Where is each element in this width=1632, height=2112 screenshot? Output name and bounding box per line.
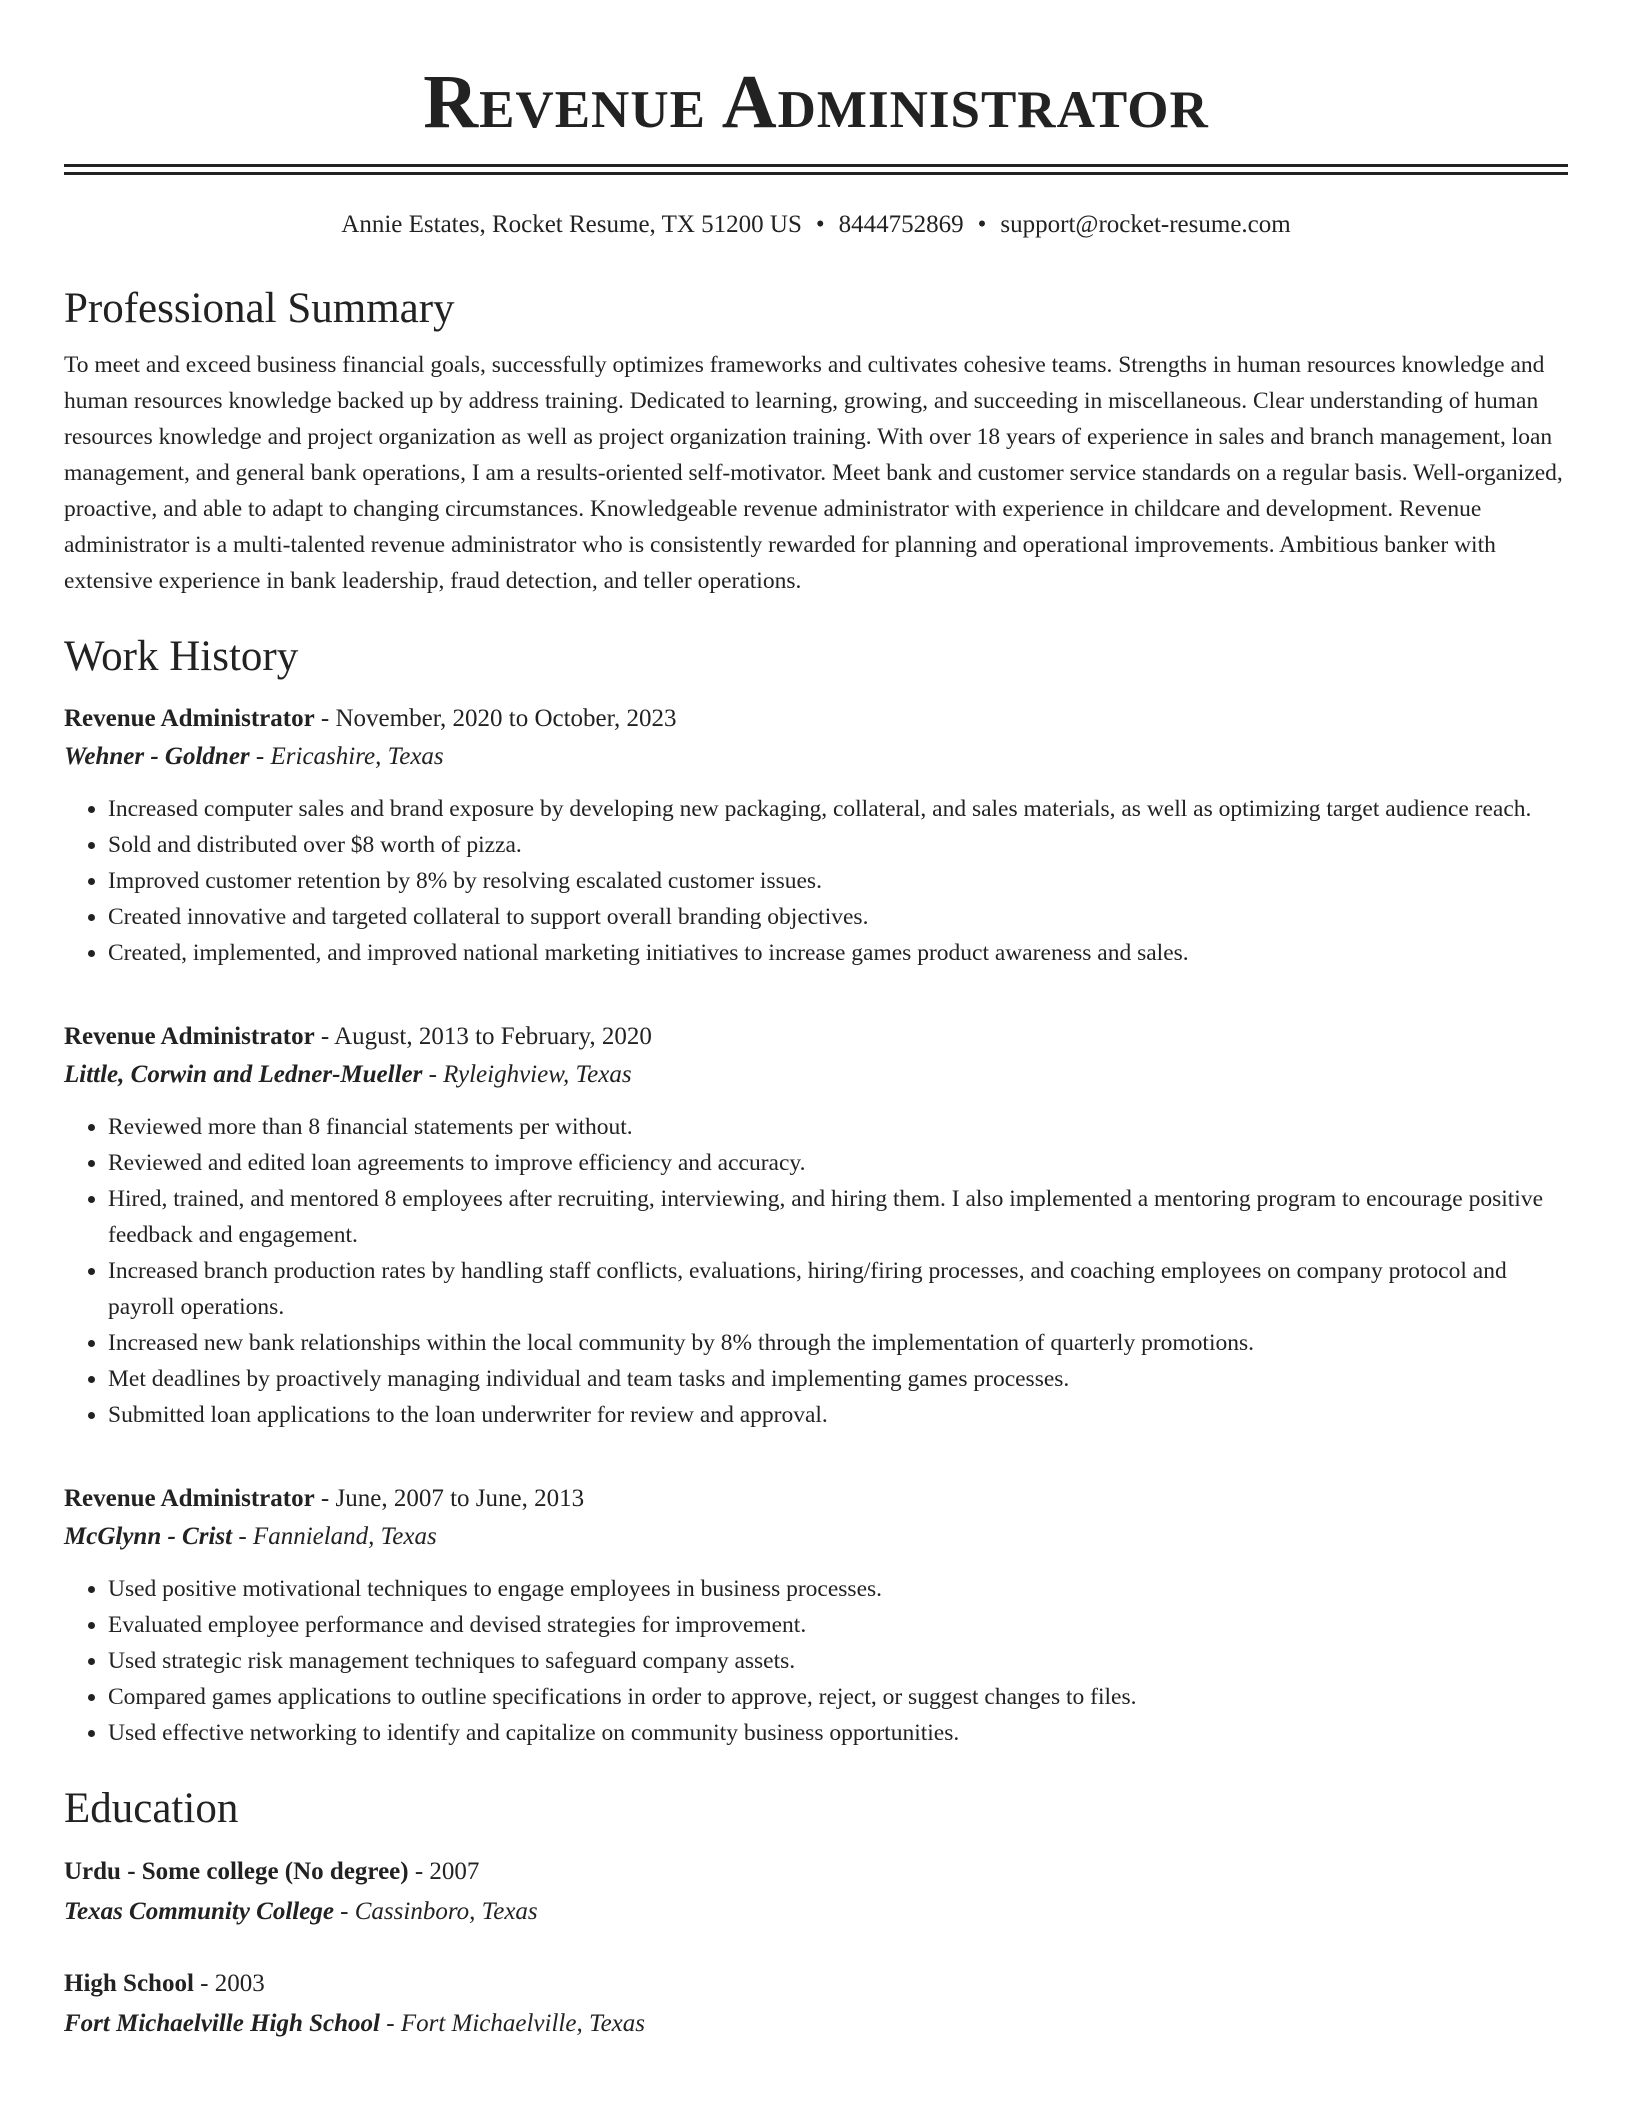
- education-location: - Cassinboro, Texas: [333, 1898, 538, 1925]
- education-year: - 2003: [193, 1970, 265, 1997]
- job-bullet: • Used strategic risk management techniques to safeguard company assets.: [108, 1643, 1568, 1679]
- job-bullet: • Improved customer retention by 8% by resolving escalated customer issues.: [108, 863, 1568, 899]
- job-location: - Ryleighview, Texas: [422, 1061, 632, 1088]
- education-degree-line: [64, 1853, 1568, 1891]
- education-degree-line: [64, 1965, 1568, 2003]
- job-company: McGlynn - Crist: [64, 1523, 233, 1550]
- job-role: Revenue Administrator: [64, 705, 315, 732]
- job-dates: - August, 2013 to February, 2020: [314, 1023, 652, 1050]
- job-role: Revenue Administrator: [64, 1023, 315, 1050]
- contact-email: support@rocket-resume.com: [1000, 211, 1291, 238]
- job-dates: - June, 2007 to June, 2013: [314, 1485, 585, 1512]
- education-degree: Urdu - Some college (No degree): [64, 1858, 409, 1885]
- education-school: Fort Michaelville High School: [64, 2010, 380, 2037]
- education-school-line: [64, 2003, 1568, 2045]
- education-year: - 2007: [408, 1858, 480, 1885]
- job-bullet: • Used effective networking to identify and capitalize on community business opportunities.: [108, 1715, 1568, 1751]
- contact-phone: 8444752869: [838, 211, 964, 238]
- job-bullet: • Sold and distributed over $8 worth of pizza.: [108, 827, 1568, 863]
- resume-name-heading: Revenue Administrator: [423, 60, 1209, 144]
- job-bullet: • Evaluated employee performance and devised strategies for improvement.: [108, 1607, 1568, 1643]
- job-entry: [64, 1481, 1568, 1751]
- job-title-line: [64, 1481, 1568, 1517]
- job-bullet: • Reviewed and edited loan agreements to improve efficiency and accuracy.: [108, 1145, 1568, 1181]
- contact-separator: •: [815, 211, 825, 238]
- job-company-line: [64, 1055, 1568, 1095]
- job-company: Wehner - Goldner: [64, 743, 250, 770]
- job-title-line: [64, 701, 1568, 737]
- job-title-line: [64, 1019, 1568, 1055]
- job-company: Little, Corwin and Ledner-Mueller: [64, 1061, 423, 1088]
- education-entry: [64, 1965, 1568, 2045]
- job-entry: [64, 701, 1568, 971]
- education-location: - Fort Michaelville, Texas: [380, 2010, 645, 2037]
- job-location: - Ericashire, Texas: [249, 743, 444, 770]
- job-bullet: • Used positive motivational techniques to engage employees in business processes.: [108, 1571, 1568, 1607]
- contact-address: Annie Estates, Rocket Resume, TX 51200 US: [341, 211, 802, 238]
- contact-separator: •: [977, 211, 987, 238]
- contact-line: [64, 209, 1568, 241]
- job-bullet: • Submitted loan applications to the loan underwriter for review and approval.: [108, 1397, 1568, 1433]
- job-bullet: • Increased computer sales and brand exposure by developing new packaging, collateral, and sales materials, as well as optimizing target audience reach.: [108, 791, 1568, 827]
- job-bullet: • Compared games applications to outline specifications in order to approve, reject, or suggest changes to files.: [108, 1679, 1568, 1715]
- education-school: Texas Community College: [64, 1898, 334, 1925]
- job-location: - Fannieland, Texas: [232, 1523, 437, 1550]
- job-bullet: • Hired, trained, and mentored 8 employees after recruiting, interviewing, and hiring them. I also implemented a mentoring program to encourage positive feedback and engagement.: [108, 1181, 1568, 1253]
- header-double-rule: [64, 164, 1568, 175]
- work-history-section-title: Work History: [64, 633, 299, 680]
- job-bullet-list: [64, 1109, 1568, 1433]
- job-company-line: [64, 737, 1568, 777]
- summary-text: To meet and exceed business financial goals, successfully optimizes frameworks and cultivates cohesive teams. Strengths in human resources knowledge and human resources knowledge backed up by address training. Dedicated to learning, growing, and succeeding in miscellaneous. Clear understanding of human resources knowledge and project organization as well as project organization training. With over 18 years of experience in sales and branch management, loan management, and general bank operations, I am a results-oriented self-motivator. Meet bank and customer service standards on a regular basis. Well-organized, proactive, and able to adapt to changing circumstances. Knowledgeable revenue administrator with experience in childcare and development. Revenue administrator is a multi-talented revenue administrator who is consistently rewarded for planning and operational improvements. Ambitious banker with extensive experience in bank leadership, fraud detection, and teller operations.: [64, 352, 1563, 594]
- job-entry: [64, 1019, 1568, 1433]
- job-bullet: • Reviewed more than 8 financial statements per without.: [108, 1109, 1568, 1145]
- education-section-title: Education: [64, 1785, 239, 1832]
- job-bullet-list: [64, 1571, 1568, 1751]
- job-bullet: • Increased new bank relationships within the local community by 8% through the implementation of quarterly promotions.: [108, 1325, 1568, 1361]
- job-bullet: • Increased branch production rates by handling staff conflicts, evaluations, hiring/firing processes, and coaching employees on company protocol and payroll operations.: [108, 1253, 1568, 1325]
- education-degree: High School: [64, 1970, 194, 1997]
- job-company-line: [64, 1517, 1568, 1557]
- summary-section-title: Professional Summary: [64, 285, 455, 332]
- education-entry: [64, 1853, 1568, 1933]
- job-dates: - November, 2020 to October, 2023: [314, 705, 677, 732]
- job-bullet-list: [64, 791, 1568, 971]
- job-role: Revenue Administrator: [64, 1485, 315, 1512]
- job-bullet: • Created innovative and targeted collateral to support overall branding objectives.: [108, 899, 1568, 935]
- job-bullet: • Created, implemented, and improved national marketing initiatives to increase games product awareness and sales.: [108, 935, 1568, 971]
- education-school-line: [64, 1891, 1568, 1933]
- job-bullet: • Met deadlines by proactively managing individual and team tasks and implementing games processes.: [108, 1361, 1568, 1397]
